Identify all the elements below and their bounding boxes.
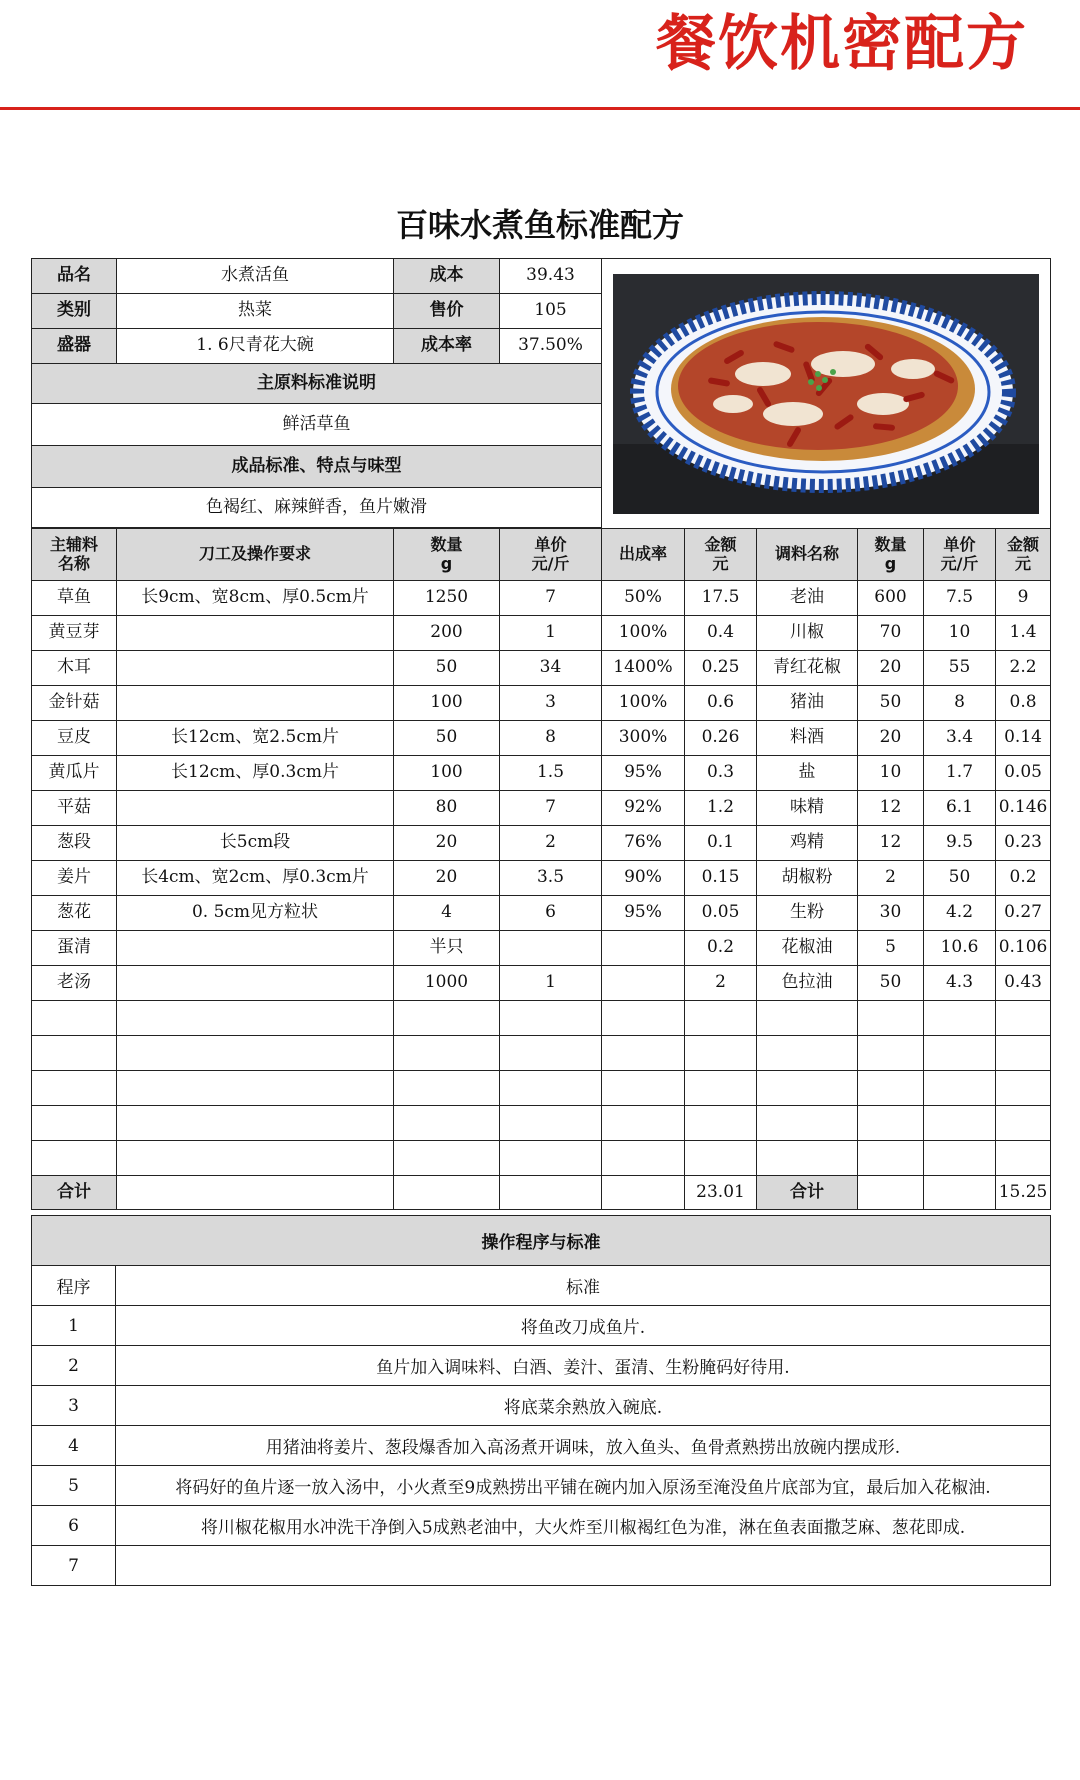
- cell-s-qty: 20: [858, 721, 924, 756]
- ingredient-row: [32, 896, 1051, 931]
- cell-price: 6: [500, 896, 602, 931]
- ingredient-row: [32, 721, 1051, 756]
- cell-name: 草鱼: [32, 581, 117, 616]
- page-title: 百味水煮鱼标准配方: [395, 206, 684, 244]
- cell-price: [500, 931, 602, 966]
- step-text: 用猪油将姜片、葱段爆香加入高汤煮开调味，放入鱼头、鱼骨煮熟捞出放碗内摆成形.: [116, 1426, 1051, 1466]
- cell-s-name: 味精: [757, 791, 858, 826]
- col-seasoning: 调料名称: [757, 529, 858, 581]
- cell-amount: 0.15: [685, 861, 757, 896]
- cell-s-name: 料酒: [757, 721, 858, 756]
- cell-s-price: 10: [924, 616, 996, 651]
- dish-value: 水煮活鱼: [117, 259, 394, 294]
- s-total-amount: 15.25: [996, 1176, 1051, 1210]
- cell-s-amount: 0.146: [996, 791, 1051, 826]
- cell-s-amount: 0.23: [996, 826, 1051, 861]
- cell-s-price: 6.1: [924, 791, 996, 826]
- cell-amount: 0.05: [685, 896, 757, 931]
- dish-photo: [602, 259, 1051, 529]
- step-number: 2: [32, 1346, 116, 1386]
- cell-s-qty: 10: [858, 756, 924, 791]
- cell-amount: 17.5: [685, 581, 757, 616]
- ingredient-row: [32, 651, 1051, 686]
- step-number: 6: [32, 1506, 116, 1546]
- cell-s-amount: 0.43: [996, 966, 1051, 1001]
- cell-qty: 80: [394, 791, 500, 826]
- cell-s-qty: 30: [858, 896, 924, 931]
- step-text: 将川椒花椒用水冲洗干净倒入5成熟老油中，大火炸至川椒褐红色为准，淋在鱼表面撒芝麻、葱花即成.: [116, 1506, 1051, 1546]
- cell-qty: 20: [394, 826, 500, 861]
- cell-price: 8: [500, 721, 602, 756]
- col-standard: 标准: [116, 1266, 1051, 1306]
- col-knife: 刀工及操作要求: [117, 529, 394, 581]
- step-text: 将鱼改刀成鱼片.: [116, 1306, 1051, 1346]
- cell-amount: 0.4: [685, 616, 757, 651]
- cell-s-qty: 12: [858, 791, 924, 826]
- empty-row: [32, 1106, 1051, 1141]
- col-yield: 出成率: [602, 529, 685, 581]
- cost-value: 39.43: [500, 259, 602, 294]
- step-text: [116, 1546, 1051, 1586]
- cell-s-name: 鸡精: [757, 826, 858, 861]
- cell-knife: [117, 966, 394, 1001]
- cell-name: 黄瓜片: [32, 756, 117, 791]
- cell-qty: 4: [394, 896, 500, 931]
- price-value: 105: [500, 294, 602, 329]
- feature-header: 成品标准、特点与味型: [32, 446, 602, 488]
- cell-s-qty: 2: [858, 861, 924, 896]
- cell-s-amount: 0.05: [996, 756, 1051, 791]
- cell-qty: 1250: [394, 581, 500, 616]
- cell-knife: [117, 686, 394, 721]
- cell-s-amount: 0.14: [996, 721, 1051, 756]
- cell-s-price: 9.5: [924, 826, 996, 861]
- step-row: [32, 1546, 1051, 1586]
- cell-s-name: 色拉油: [757, 966, 858, 1001]
- cell-yield: 95%: [602, 756, 685, 791]
- feature-value: 色褐红、麻辣鲜香，鱼片嫩滑: [32, 488, 602, 528]
- cell-s-amount: 0.8: [996, 686, 1051, 721]
- col-unit-price: 单价 元/斤: [500, 529, 602, 581]
- cell-price: 1: [500, 616, 602, 651]
- cell-qty: 1000: [394, 966, 500, 1001]
- step-row: [32, 1386, 1051, 1426]
- brand-logo-text: 餐饮机密配方: [656, 9, 1028, 79]
- step-number: 1: [32, 1306, 116, 1346]
- cell-s-name: 青红花椒: [757, 651, 858, 686]
- rate-label: 成本率: [394, 329, 500, 364]
- cell-s-qty: 20: [858, 651, 924, 686]
- cell-s-price: 7.5: [924, 581, 996, 616]
- cell-s-price: 10.6: [924, 931, 996, 966]
- cell-s-qty: 600: [858, 581, 924, 616]
- cell-price: 3: [500, 686, 602, 721]
- ingredient-row: [32, 616, 1051, 651]
- cell-knife: [117, 931, 394, 966]
- empty-row: [32, 1141, 1051, 1176]
- rate-value: 37.50%: [500, 329, 602, 364]
- vessel-value: 1. 6尺青花大碗: [117, 329, 394, 364]
- price-label: 售价: [394, 294, 500, 329]
- cell-s-price: 4.2: [924, 896, 996, 931]
- main-material-header: 主原料标准说明: [32, 364, 602, 404]
- cell-amount: 0.3: [685, 756, 757, 791]
- cell-price: 1: [500, 966, 602, 1001]
- cell-price: 34: [500, 651, 602, 686]
- cell-name: 平菇: [32, 791, 117, 826]
- cell-s-amount: 1.4: [996, 616, 1051, 651]
- cell-s-amount: 0.2: [996, 861, 1051, 896]
- cell-yield: 100%: [602, 686, 685, 721]
- cell-name: 老汤: [32, 966, 117, 1001]
- cell-price: 7: [500, 791, 602, 826]
- cell-s-name: 花椒油: [757, 931, 858, 966]
- step-number: 3: [32, 1386, 116, 1426]
- ingredient-row: [32, 791, 1051, 826]
- cell-knife: 0. 5cm见方粒状: [117, 896, 394, 931]
- cell-yield: 76%: [602, 826, 685, 861]
- cost-label: 成本: [394, 259, 500, 294]
- cell-yield: [602, 966, 685, 1001]
- col-s-price: 单价 元/斤: [924, 529, 996, 581]
- cell-name: 姜片: [32, 861, 117, 896]
- cell-yield: [602, 931, 685, 966]
- cell-yield: 100%: [602, 616, 685, 651]
- step-number: 7: [32, 1546, 116, 1586]
- step-row: [32, 1466, 1051, 1506]
- procedure-header: 操作程序与标准: [32, 1216, 1051, 1266]
- cell-amount: 0.26: [685, 721, 757, 756]
- cell-yield: 50%: [602, 581, 685, 616]
- cell-price: 1.5: [500, 756, 602, 791]
- cell-name: 蛋清: [32, 931, 117, 966]
- cell-s-name: 川椒: [757, 616, 858, 651]
- cell-qty: 50: [394, 721, 500, 756]
- step-number: 4: [32, 1426, 116, 1466]
- cell-name: 金针菇: [32, 686, 117, 721]
- step-rows: [32, 1306, 1051, 1586]
- ingredient-row: [32, 756, 1051, 791]
- cell-knife: 长4cm、宽2cm、厚0.3cm片: [117, 861, 394, 896]
- cell-s-amount: 0.27: [996, 896, 1051, 931]
- cell-amount: 1.2: [685, 791, 757, 826]
- boiled-fish-image: [613, 274, 1039, 514]
- category-value: 热菜: [117, 294, 394, 329]
- step-row: [32, 1346, 1051, 1386]
- ingredient-row: [32, 861, 1051, 896]
- ingredient-row: [32, 966, 1051, 1001]
- cell-qty: 200: [394, 616, 500, 651]
- cell-amount: 0.25: [685, 651, 757, 686]
- cell-yield: 1400%: [602, 651, 685, 686]
- cell-knife: 长12cm、厚0.3cm片: [117, 756, 394, 791]
- cell-amount: 2: [685, 966, 757, 1001]
- cell-price: 3.5: [500, 861, 602, 896]
- col-qty: 数量 g: [394, 529, 500, 581]
- cell-knife: 长5cm段: [117, 826, 394, 861]
- cell-s-price: 1.7: [924, 756, 996, 791]
- cell-s-price: 8: [924, 686, 996, 721]
- cell-s-name: 老油: [757, 581, 858, 616]
- cell-name: 葱花: [32, 896, 117, 931]
- cell-s-qty: 50: [858, 966, 924, 1001]
- cell-s-price: 55: [924, 651, 996, 686]
- cell-qty: 半只: [394, 931, 500, 966]
- cell-s-amount: 2.2: [996, 651, 1051, 686]
- total-label: 合计: [32, 1176, 117, 1210]
- cell-price: 7: [500, 581, 602, 616]
- step-row: [32, 1306, 1051, 1346]
- empty-row: [32, 1001, 1051, 1036]
- cell-s-name: 生粉: [757, 896, 858, 931]
- ingredient-row: [32, 581, 1051, 616]
- cell-s-amount: 0.106: [996, 931, 1051, 966]
- cell-name: 木耳: [32, 651, 117, 686]
- cell-s-qty: 70: [858, 616, 924, 651]
- col-s-qty: 数量 g: [858, 529, 924, 581]
- step-text: 鱼片加入调味料、白酒、姜汁、蛋清、生粉腌码好待用.: [116, 1346, 1051, 1386]
- cell-yield: 90%: [602, 861, 685, 896]
- cell-name: 豆皮: [32, 721, 117, 756]
- cell-qty: 20: [394, 861, 500, 896]
- cell-knife: [117, 616, 394, 651]
- ingredient-row: [32, 931, 1051, 966]
- cell-s-qty: 50: [858, 686, 924, 721]
- cell-yield: 300%: [602, 721, 685, 756]
- cell-s-price: 50: [924, 861, 996, 896]
- ingredient-rows: [32, 581, 1051, 1176]
- cell-qty: 100: [394, 756, 500, 791]
- cell-qty: 100: [394, 686, 500, 721]
- cell-s-name: 猪油: [757, 686, 858, 721]
- ingredient-header-row: [32, 529, 1051, 581]
- procedure-table: [31, 1215, 1051, 1586]
- cell-s-price: 4.3: [924, 966, 996, 1001]
- step-number: 5: [32, 1466, 116, 1506]
- category-label: 类别: [32, 294, 117, 329]
- cell-s-name: 盐: [757, 756, 858, 791]
- total-amount: 23.01: [685, 1176, 757, 1210]
- cell-s-amount: 9: [996, 581, 1051, 616]
- ingredient-row: [32, 826, 1051, 861]
- recipe-table: [31, 258, 1051, 1210]
- cell-s-price: 3.4: [924, 721, 996, 756]
- main-material-value: 鲜活草鱼: [32, 404, 602, 446]
- cell-qty: 50: [394, 651, 500, 686]
- cell-yield: 95%: [602, 896, 685, 931]
- total-row: [32, 1176, 1051, 1210]
- cell-yield: 92%: [602, 791, 685, 826]
- col-step: 程序: [32, 1266, 116, 1306]
- col-amount: 金额 元: [685, 529, 757, 581]
- s-total-label: 合计: [757, 1176, 858, 1210]
- empty-row: [32, 1036, 1051, 1071]
- cell-knife: 长12cm、宽2.5cm片: [117, 721, 394, 756]
- cell-s-qty: 12: [858, 826, 924, 861]
- step-row: [32, 1506, 1051, 1546]
- dish-label: 品名: [32, 259, 117, 294]
- cell-amount: 0.6: [685, 686, 757, 721]
- col-main-name: 主辅料 名称: [32, 529, 117, 581]
- cell-s-name: 胡椒粉: [757, 861, 858, 896]
- cell-name: 黄豆芽: [32, 616, 117, 651]
- step-text: 将底菜余熟放入碗底.: [116, 1386, 1051, 1426]
- cell-price: 2: [500, 826, 602, 861]
- step-row: [32, 1426, 1051, 1466]
- cell-name: 葱段: [32, 826, 117, 861]
- cell-s-qty: 5: [858, 931, 924, 966]
- cell-knife: [117, 651, 394, 686]
- cell-knife: 长9cm、宽8cm、厚0.5cm片: [117, 581, 394, 616]
- vessel-label: 盛器: [32, 329, 117, 364]
- ingredient-row: [32, 686, 1051, 721]
- col-s-amount: 金额 元: [996, 529, 1051, 581]
- cell-knife: [117, 791, 394, 826]
- cell-amount: 0.1: [685, 826, 757, 861]
- header-divider: [0, 107, 1080, 110]
- step-text: 将码好的鱼片逐一放入汤中，小火煮至9成熟捞出平铺在碗内加入原汤至淹没鱼片底部为宜，最后加入花椒油.: [116, 1466, 1051, 1506]
- cell-amount: 0.2: [685, 931, 757, 966]
- empty-row: [32, 1071, 1051, 1106]
